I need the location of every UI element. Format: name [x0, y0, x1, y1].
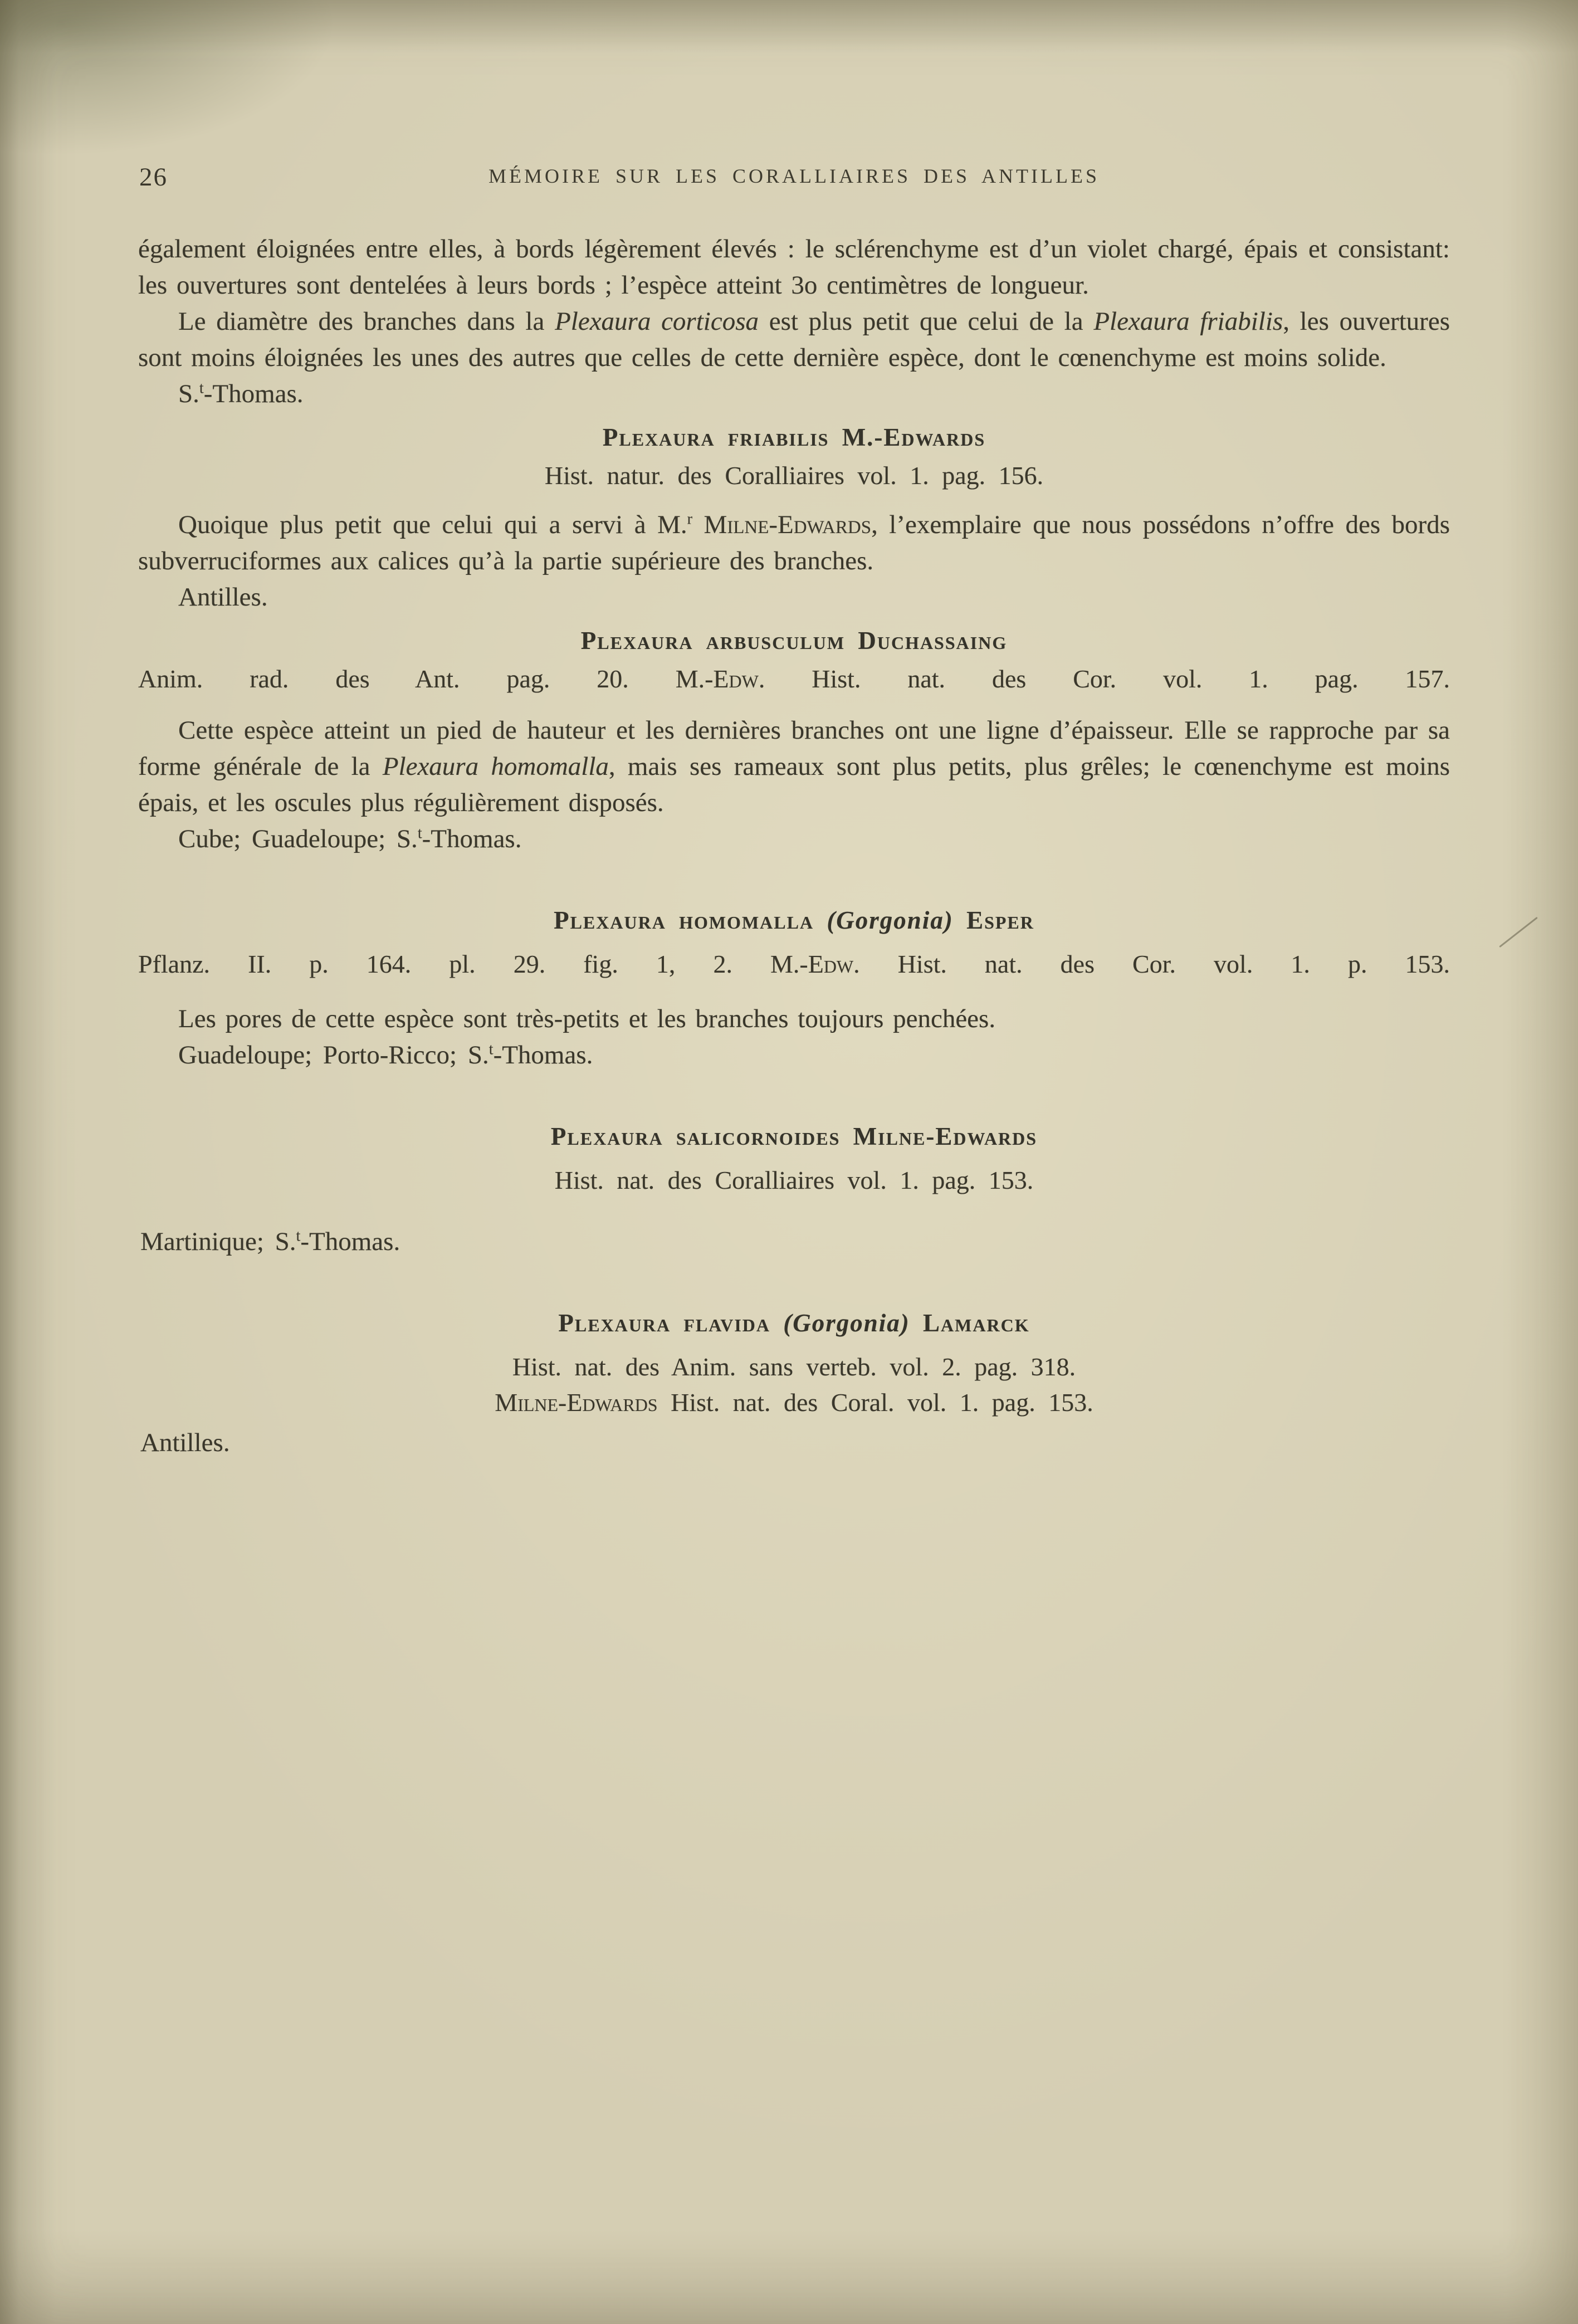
author-name: Esper [953, 906, 1034, 934]
text-segment: , les ouvertures sont moins éloignées les unes des autres que celles de cette dernière espèce, dont le cœnenchyme est moins solide. [138, 307, 1450, 372]
page-header [138, 164, 1450, 201]
text-segment: Cette espèce atteint un pied de hauteur et les dernières branches ont une ligne d’épaisseur. Elle se rapproche par sa forme générale de la [138, 716, 1450, 781]
running-header: MÉMOIRE SUR LES CORALLIAIRES DES ANTILLES [488, 165, 1100, 187]
text-segment: est plus petit que celui de la [758, 307, 1094, 336]
superscript-ordinal: t [296, 1227, 301, 1245]
reference-line: Hist. nat. des Anim. sans verteb. vol. 2. pag. 318. [512, 1353, 1076, 1381]
text-segment: Hist. nat. des Coral. vol. 1. pag. 153. [657, 1388, 1093, 1417]
text-segment: Cube; Guadeloupe; S. [178, 824, 418, 853]
species-heading-salicornoides [138, 1119, 1450, 1154]
species-heading-flavida [138, 1306, 1450, 1340]
author-name: Milne-Edwards [495, 1388, 658, 1417]
superscript-ordinal: r [687, 510, 692, 528]
paragraph-corticosa-diameter [138, 304, 1450, 376]
text-segment: Hist. nat. des Cor. vol. 1. pag. 157. [765, 665, 1450, 693]
text-segment: S. [178, 379, 199, 408]
species-name: Plexaura friabilis M.-Edwards [602, 423, 986, 451]
synonym-genus: (Gorgonia) [827, 906, 954, 934]
superscript-ordinal: t [199, 379, 204, 397]
superscript-ordinal: t [417, 824, 422, 842]
species-name: Plexaura salicornoides Milne-Edwards [550, 1122, 1038, 1150]
paragraph-homomalla-description: Les pores de cette espèce sont très-petits et les branches toujours penchées. [178, 1004, 996, 1033]
stray-mark [1499, 917, 1538, 948]
locality-line [138, 821, 1450, 857]
text-segment: Quoique plus petit que celui qui a servi à M. [178, 510, 687, 539]
text-segment: -Thomas. [422, 824, 522, 853]
paragraph-friabilis-description [138, 507, 1450, 579]
paragraph-corticosa-description: également éloignées entre elles, à bords légèrement élevés : le sclérenchyme est d’un violet chargé, épais et consistant: les ouvertures sont dentelées à leurs bords ; l’espèce atteint 3o centimètres de longueur. [138, 235, 1450, 300]
reference-line: Hist. natur. des Coralliaires vol. 1. pag. 156. [544, 461, 1044, 490]
locality-line [138, 1037, 1450, 1073]
paragraph-arbusculum-description [138, 712, 1450, 821]
page-number: 26 [139, 163, 168, 192]
reference-line [138, 946, 1450, 982]
locality-line [138, 376, 1450, 412]
reference-line [138, 1385, 1450, 1420]
author-name: M.-Edw. [770, 950, 860, 978]
text-segment: -Thomas. [493, 1041, 593, 1070]
locality-line: Antilles. [178, 583, 268, 612]
species-name: Plexaura flavida [558, 1309, 784, 1337]
text-segment: , mais ses rameaux sont plus petits, plus grêles; le cœnenchyme est moins épais, et les oscules plus régulièrement disposés. [138, 752, 1450, 817]
text-segment: Hist. nat. des Cor. vol. 1. p. 153. [859, 950, 1450, 978]
taxon-name: Plexaura friabilis [1093, 307, 1283, 336]
locality-line: Antilles. [140, 1428, 230, 1457]
species-heading-arbusculum [138, 623, 1450, 658]
text-segment: , l’exemplaire que nous possédons n’offre des bords subverruciformes aux calices qu’à la partie supérieure des branches. [138, 510, 1450, 575]
author-name: M.-Edw. [675, 665, 765, 693]
author-name: Lamarck [910, 1309, 1030, 1337]
taxon-name: Plexaura corticosa [555, 307, 759, 336]
species-heading-homomalla [138, 903, 1450, 938]
text-segment: Martinique; S. [140, 1227, 296, 1256]
page-content [138, 164, 1450, 1461]
reference-line [138, 661, 1450, 697]
text-segment: Le diamètre des branches dans la [178, 307, 555, 336]
text-segment: Anim. rad. des Ant. pag. 20. [138, 665, 676, 693]
taxon-name: Plexaura homomalla [382, 752, 609, 781]
text-segment: Guadeloupe; Porto-Ricco; S. [178, 1041, 489, 1070]
text-segment: Pflanz. II. p. 164. pl. 29. fig. 1, 2. [138, 950, 770, 978]
species-name: Plexaura homomalla [554, 906, 827, 934]
text-segment: -Thomas. [300, 1227, 400, 1256]
superscript-ordinal: t [488, 1041, 494, 1058]
author-name: Milne-Edwards [692, 510, 872, 539]
reference-line: Hist. nat. des Coralliaires vol. 1. pag. 153. [554, 1166, 1034, 1194]
locality-line [138, 1224, 1450, 1260]
synonym-genus: (Gorgonia) [783, 1309, 910, 1337]
text-segment: -Thomas. [203, 379, 304, 408]
species-heading-friabilis [138, 420, 1450, 455]
species-name: Plexaura arbusculum Duchassaing [580, 627, 1008, 655]
